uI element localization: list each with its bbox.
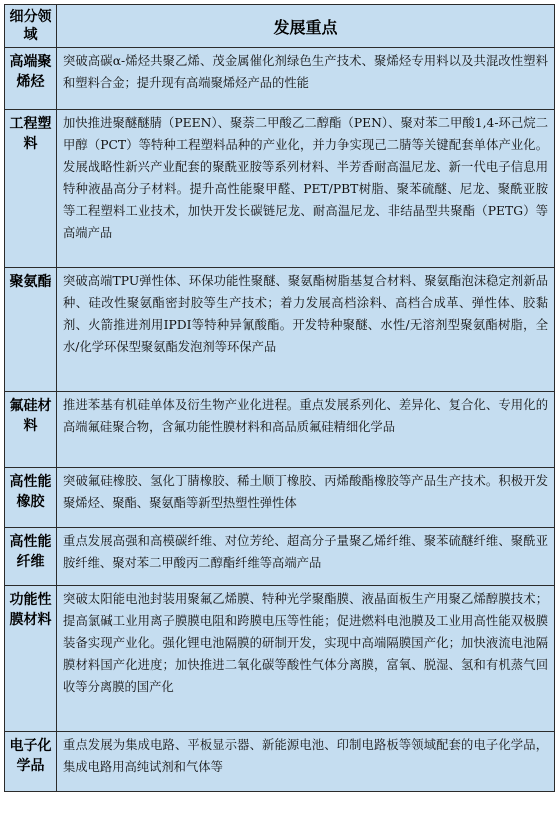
row-focus: 加快推进聚醚醚腈（PEEN）、聚萘二甲酸乙二醇酯（PEN）、聚对苯二甲酸1,4-环己烷二甲醇（PCT）等特种工程塑料品种的产业化，并力争实现己二腈等关键配套单体产业化。发展战略性新兴产业配套的聚酰亚胺等系列材料、半芳香耐高温尼龙、新一代电子信息用特种液晶高分子材料。提升高性能聚甲醛、PET/PBT树脂、聚苯硫醚、尼龙、聚酰亚胺等工程塑料工业技术，加快开发长碳链尼龙、耐高温尼龙、非结晶型共聚酯（PETG）等高端产品 bbox=[57, 110, 555, 268]
table-row bbox=[5, 528, 555, 586]
row-category: 高性能纤维 bbox=[5, 528, 57, 586]
row-focus: 重点发展高强和高模碳纤维、对位芳纶、超高分子量聚乙烯纤维、聚苯硫醚纤维、聚酰亚胺纤维、聚对苯二甲酸丙二醇酯纤维等高端产品 bbox=[57, 528, 555, 586]
row-focus: 突破高碳α-烯烃共聚乙烯、茂金属催化剂绿色生产技术、聚烯烃专用料以及共混改性塑料和塑料合金；提升现有高端聚烯烃产品的性能 bbox=[57, 48, 555, 110]
table-row bbox=[5, 468, 555, 528]
table-row bbox=[5, 48, 555, 110]
table-row bbox=[5, 110, 555, 268]
table-row bbox=[5, 586, 555, 732]
row-focus: 突破太阳能电池封装用聚氟乙烯膜、特种光学聚酯膜、液晶面板生产用聚乙烯醇膜技术；提高氯碱工业用离子膜膜电阻和跨膜电压等性能；促进燃料电池膜及工业用高性能双极膜装备实现产业化。强化锂电池隔膜的研制开发，实现中高端隔膜国产化；加快液流电池隔膜材料国产化进度；加快推进二氧化碳等酸性气体分离膜，富氧、脱湿、氢和有机蒸气回收等分离膜的国产化 bbox=[57, 586, 555, 732]
table-row bbox=[5, 392, 555, 468]
table-header-row bbox=[5, 5, 555, 48]
row-focus: 重点发展为集成电路、平板显示器、新能源电池、印制电路板等领域配套的电子化学品，集成电路用高纯试剂和气体等 bbox=[57, 732, 555, 792]
row-category: 高端聚烯烃 bbox=[5, 48, 57, 110]
row-focus: 推进苯基有机硅单体及衍生物产业化进程。重点发展系列化、差异化、复合化、专用化的高端氟硅聚合物，含氟功能性膜材料和高品质氟硅精细化学品 bbox=[57, 392, 555, 468]
header-development-focus: 发展重点 bbox=[57, 5, 555, 48]
row-category: 氟硅材料 bbox=[5, 392, 57, 468]
row-focus: 突破氟硅橡胶、氢化丁腈橡胶、稀土顺丁橡胶、丙烯酸酯橡胶等产品生产技术。积极开发聚烯烃、聚酯、聚氨酯等新型热塑性弹性体 bbox=[57, 468, 555, 528]
row-category: 聚氨酯 bbox=[5, 268, 57, 392]
development-focus-table-container bbox=[4, 4, 554, 792]
header-subfield: 细分领域 bbox=[5, 5, 57, 48]
row-category: 电子化学品 bbox=[5, 732, 57, 792]
row-category: 工程塑料 bbox=[5, 110, 57, 268]
table-row bbox=[5, 732, 555, 792]
table-row bbox=[5, 268, 555, 392]
row-category: 功能性膜材料 bbox=[5, 586, 57, 732]
development-focus-table bbox=[4, 4, 555, 792]
row-focus: 突破高端TPU弹性体、环保功能性聚醚、聚氨酯树脂基复合材料、聚氨酯泡沫稳定剂新品种、硅改性聚氨酯密封胶等生产技术；着力发展高档涂料、高档合成革、弹性体、胶黏剂、火箭推进剂用IPDI等特种异氰酸酯。开发特种聚醚、水性/无溶剂型聚氨酯树脂，全水/化学环保型聚氨酯发泡剂等环保产品 bbox=[57, 268, 555, 392]
row-category: 高性能橡胶 bbox=[5, 468, 57, 528]
